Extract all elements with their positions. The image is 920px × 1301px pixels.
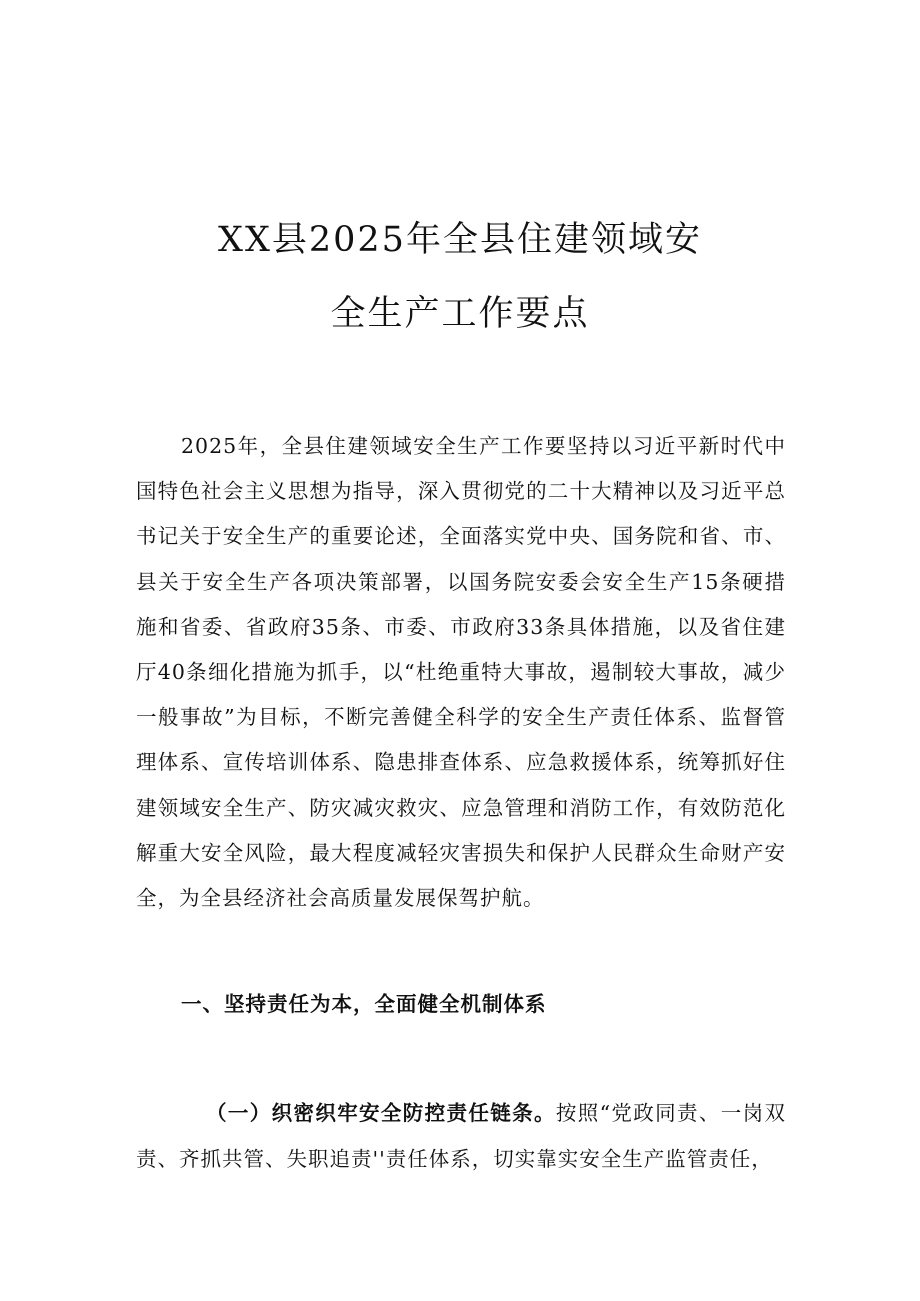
- item-text-1: 按照“党政同责、一岗双责、齐抓共管、失职追责''责任体系，切实靠实安全生产监管责任，: [136, 1101, 786, 1171]
- item-paragraph-1: [136, 1090, 786, 1182]
- item-lead-1: （一）织密织牢安全防控责任链条。: [206, 1101, 556, 1125]
- document-title-line-1: XX县2025年全县住建领域安: [218, 220, 702, 260]
- section-heading-1: 一、坚持责任为本，全面健全机制体系: [181, 992, 547, 1016]
- intro-paragraph: 2025年，全县住建领域安全生产工作要坚持以习近平新时代中国特色社会主义思想为指导，深入贯彻党的二十大精神以及习近平总书记关于安全生产的重要论述，全面落实党中央、国务院和省、市、县关于安全生产各项决策部署，以国务院安委会安全生产15条硬措施和省委、省政府35条、市委、市政府33条具体措施，以及省住建厅40条细化措施为抓手，以“杜绝重特大事故，遏制较大事故，减少一般事故”为目标，不断完善健全科学的安全生产责任体系、监督管理体系、宣传培训体系、隐患排查体系、应急救援体系，统筹抓好住建领域安全生产、防灾减灾救灾、应急管理和消防工作，有效防范化解重大安全风险，最大程度减轻灾害损失和保护人民群众生命财产安全，为全县经济社会高质量发展保驾护航。: [136, 434, 786, 911]
- document-title-line-2: 全生产工作要点: [330, 294, 590, 334]
